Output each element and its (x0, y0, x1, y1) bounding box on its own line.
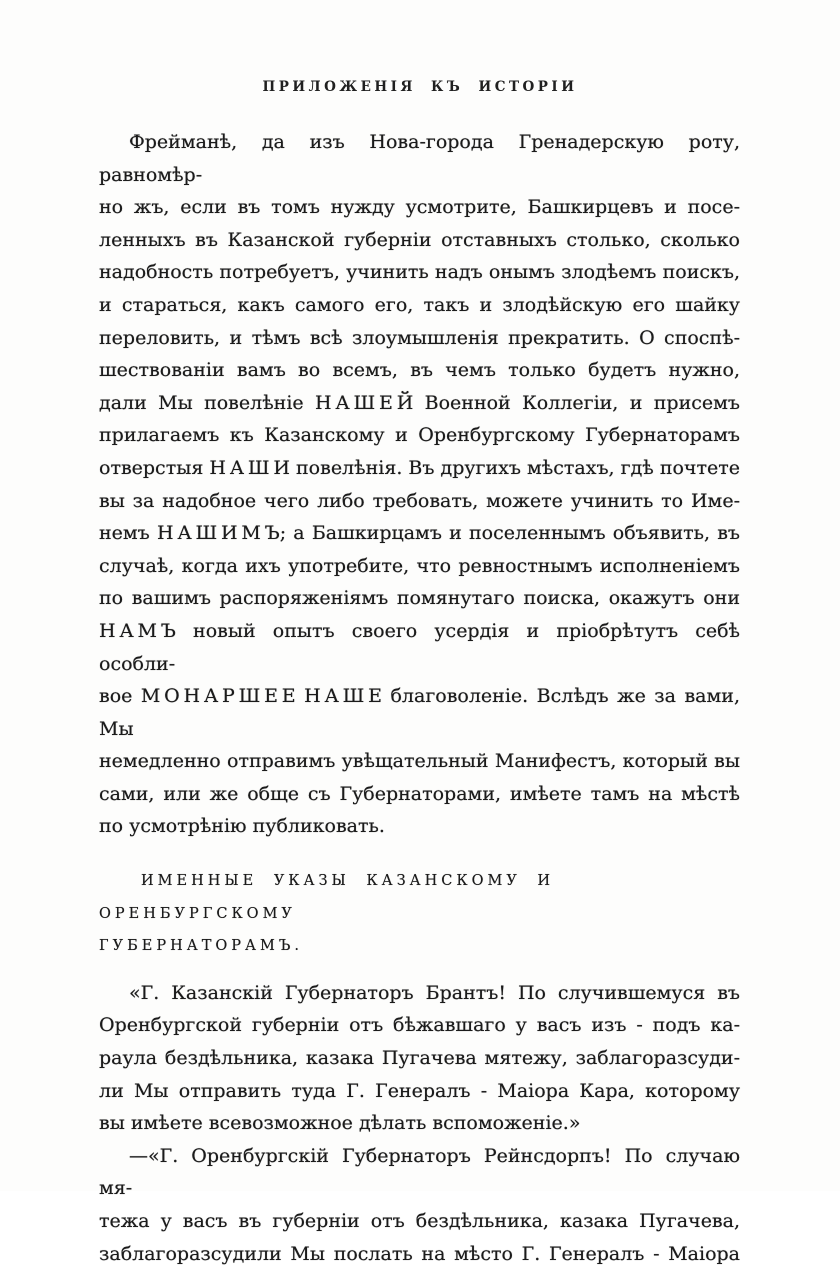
text-line: случаѣ, когда ихъ употребите, что ревностнымъ исполненіемъ (99, 554, 740, 577)
section-heading (99, 865, 740, 963)
text-line: сами, или же обще съ Губернаторами, имѣете тамъ на мѣстѣ (99, 782, 740, 805)
text-line: но жъ, если въ томъ нужду усмотрите, Башкирцевъ и посе- (99, 196, 740, 219)
paragraph-imperial-order (99, 126, 740, 843)
text-line: ленныхъ въ Казанской губерніи отставныхъ столько, сколько (99, 228, 740, 251)
text-line: и стараться, какъ самого его, такъ и злодѣйскую его шайку (99, 293, 740, 316)
paragraph-ukaz-orenburg (99, 1140, 740, 1270)
text-line: Оренбургской губерніи отъ бѣжавшаго у васъ изъ - подъ ка- (99, 1014, 740, 1037)
paragraph-ukaz-kazan (99, 977, 740, 1140)
text-line: немедленно отправимъ увѣщательный Манифестъ, который вы (99, 750, 740, 773)
text-line: ИМЕННЫЕ УКАЗЫ КАЗАНСКОМУ И ОРЕНБУРГСКОМУ (99, 873, 555, 922)
text-line: Фрейманѣ, да изъ Нова-города Гренадерскую роту, равномѣр- (99, 131, 740, 186)
text-line: «Г. Казанскій Губернаторъ Брантъ! По случившемуся въ (129, 981, 740, 1004)
text-line: тежа у васъ въ губерніи отъ бездѣльника, казака Пугачева, (99, 1210, 740, 1232)
text-line: заблагоразсудили Мы послать на мѣсто Г. Генералъ - Маіора (99, 1242, 740, 1265)
text-line: дали Мы повелѣніе Н А Ш Е Й Военной Коллегіи, и присемъ (99, 391, 740, 414)
text-line: вы имѣете всевозможное дѣлать вспоможеніе.» (99, 1112, 581, 1135)
text-line: по усмотрѣнію публиковать. (99, 815, 385, 838)
text-line: ли Мы отправить туда Г. Генералъ - Маіора Кара, которому (99, 1079, 740, 1102)
text-line: немъ Н А Ш И М Ъ; а Башкирцамъ и поселеннымъ объявить, въ (99, 522, 740, 545)
text-line: Н А М Ъ новый опытъ своего усердія и пріобрѣтутъ себѣ особли- (99, 619, 740, 675)
text-line: —«Г. Оренбургскій Губернаторъ Рейнсдорпъ! По случаю мя- (99, 1144, 740, 1200)
text-line: переловить, и тѣмъ всѣ злоумышленія прекратить. О споспѣ- (99, 326, 740, 349)
text-line: по вашимъ распоряженіямъ помянутаго поиска, окажутъ они (99, 587, 740, 610)
text-line: надобность потребуетъ, учинить надъ онымъ злодѣемъ поискъ, (99, 261, 740, 284)
text-line: шествованіи вамъ во всемъ, въ чемъ только будетъ нужно, (99, 359, 740, 382)
text-line: вое М О Н А Р Ш Е Е Н А Ш Е благоволеніе. Вслѣдъ же за вами, Мы (99, 685, 740, 740)
text-line: раула бездѣльника, казака Пугачева мятежу, заблагоразсуди- (99, 1047, 740, 1070)
text-line: ГУБЕРНАТОРАМЪ. (99, 938, 303, 955)
text-line: вы за надобное чего либо требовать, можете учинить то Име- (99, 489, 740, 512)
text-line: отверстыя Н А Ш И повелѣнія. Въ другихъ мѣстахъ, гдѣ почтете (99, 456, 740, 479)
text-block (99, 126, 740, 1270)
running-head: ПРИЛОЖЕНІЯ КЪ ИСТОРІИ (262, 79, 578, 95)
text-line: прилагаемъ къ Казанскому и Оренбургскому Губернаторамъ (99, 424, 740, 447)
